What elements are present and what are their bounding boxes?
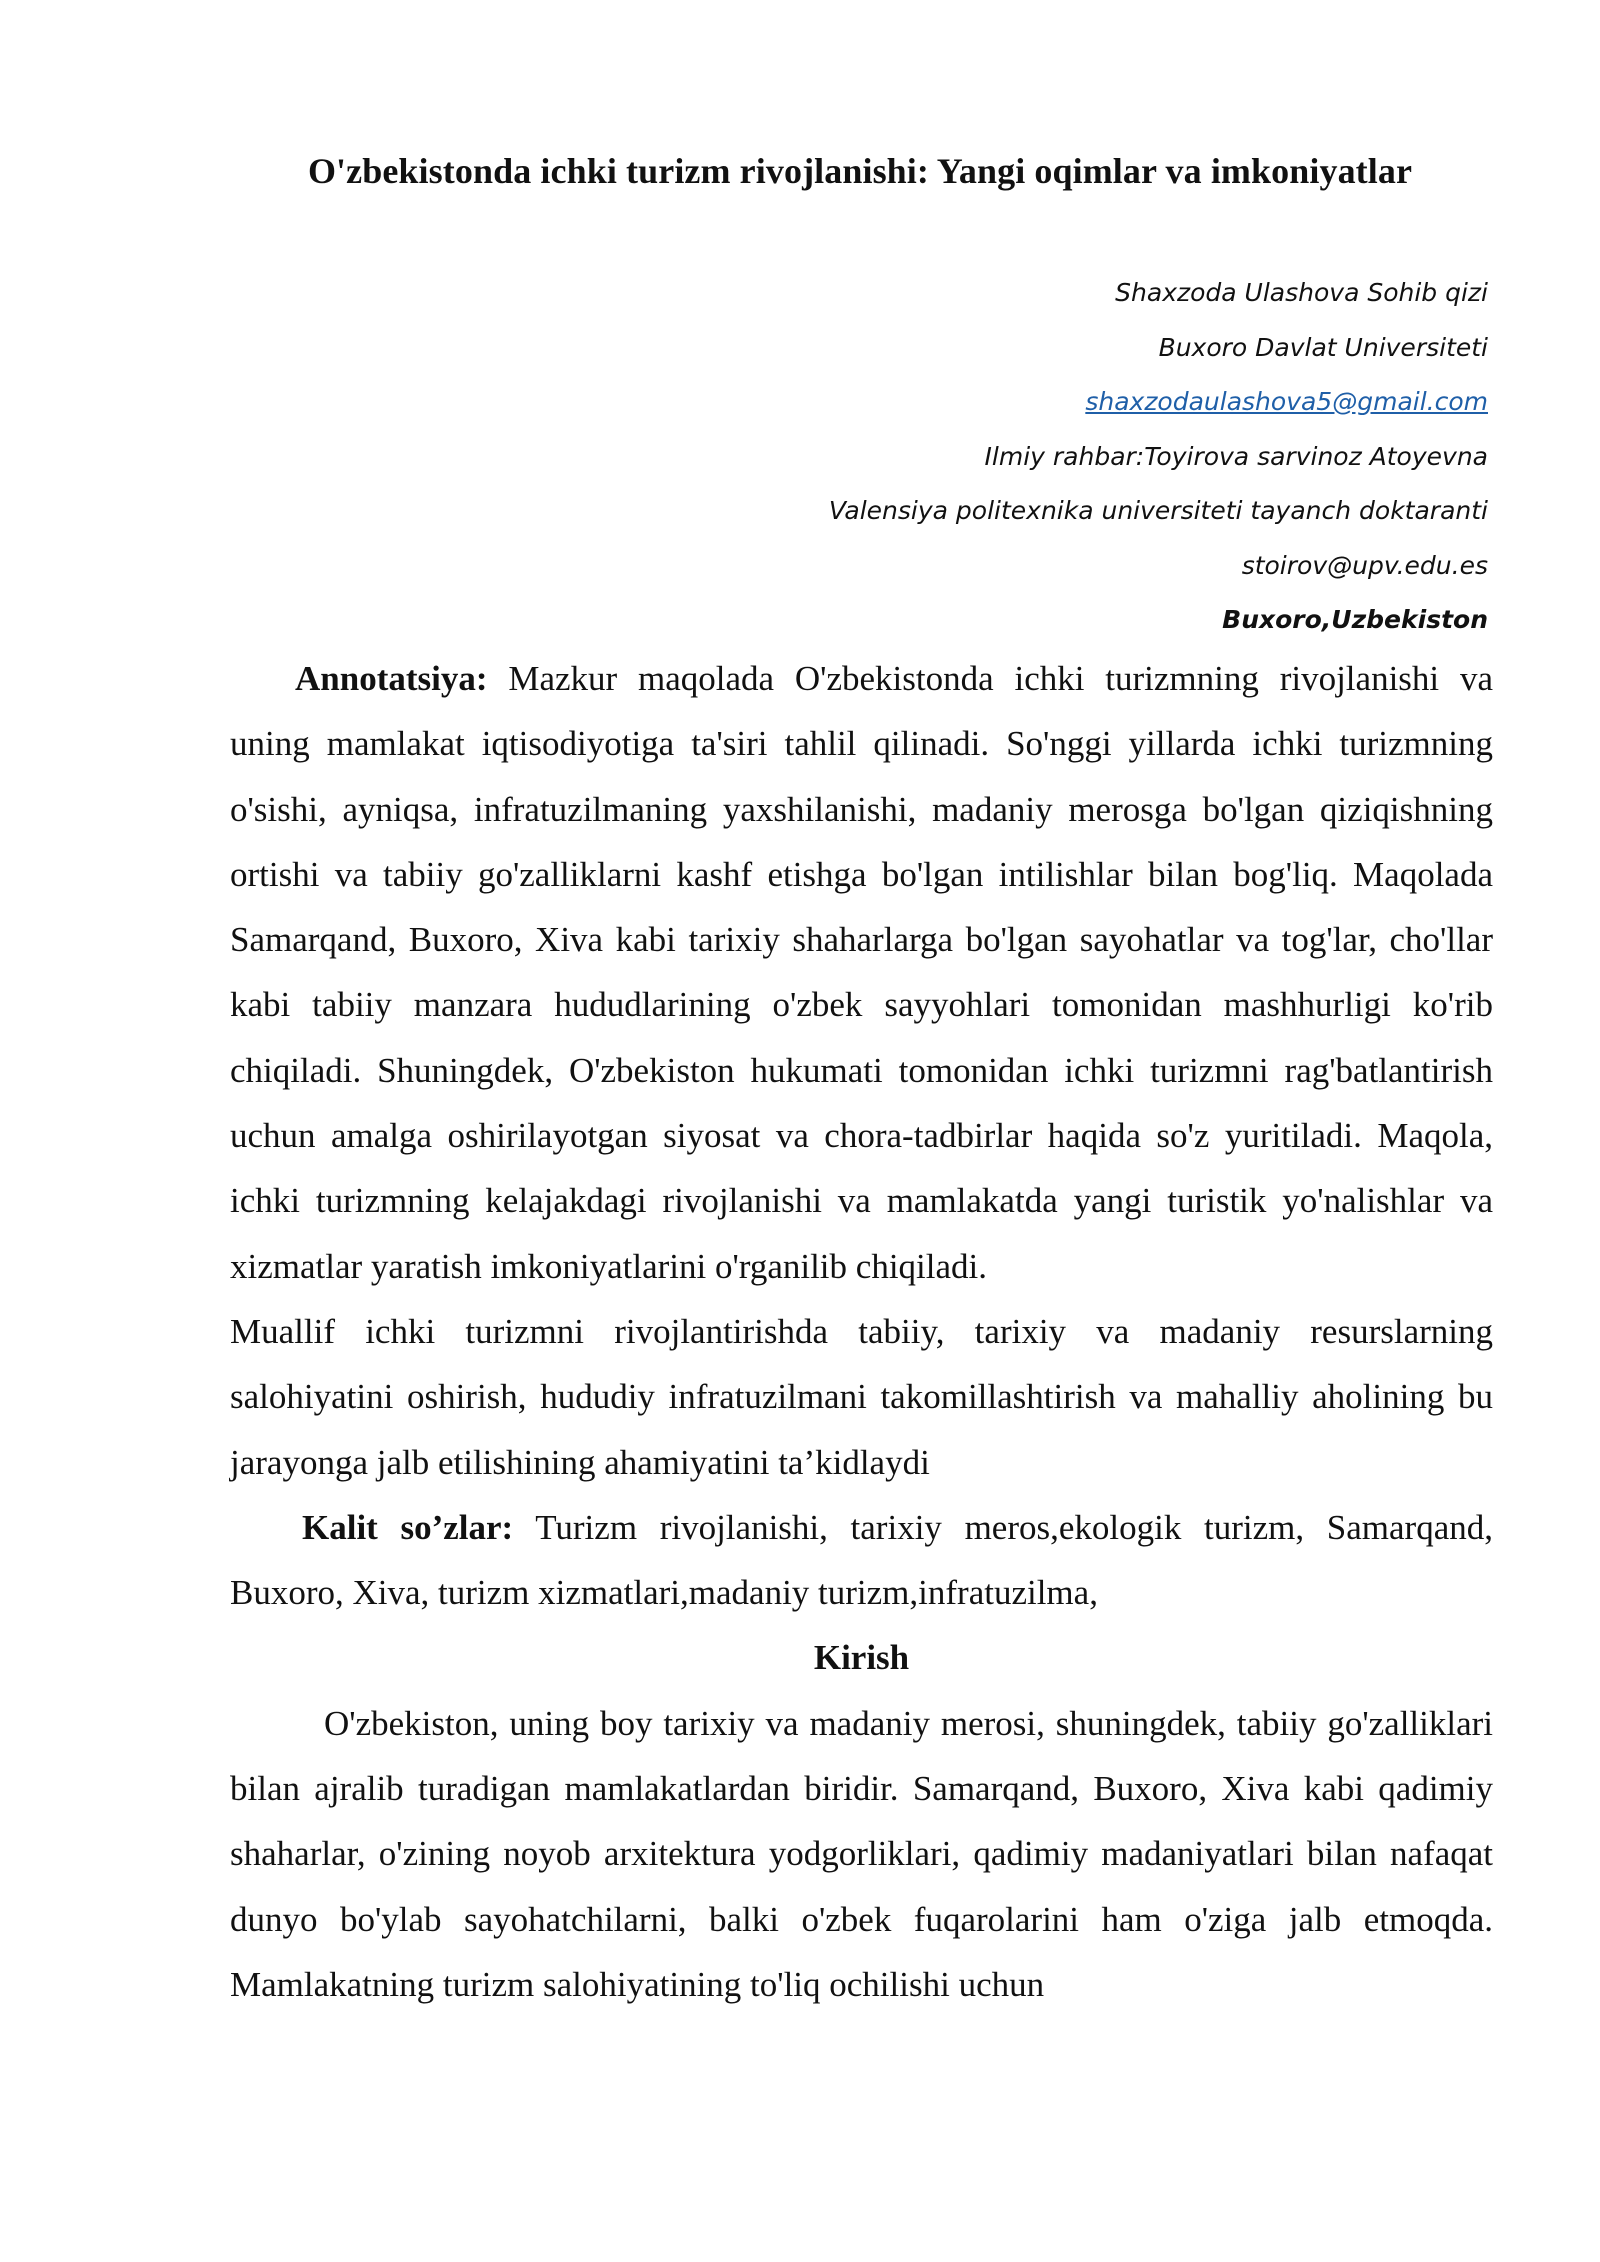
paper-title: O'zbekistonda ichki turizm rivojlanishi: Yangi oqimlar va imkoniyatlar <box>307 151 1413 191</box>
abstract-paragraph-2: Muallif ichki turizmni rivojlantirishda tabiiy, tarixiy va madaniy resurslarning salohiyatini oshirish, hududiy infratuzilmani takomillashtirish va mahalliy aholining bu jarayonga jalb etilishining ahamiyatini ta’kidlaydi <box>230 1311 1493 1482</box>
advisor-affiliation: Valensiya politexnika universiteti tayanch doktaranti <box>828 496 1488 525</box>
author-block <box>829 266 1488 648</box>
keywords-paragraph <box>230 1495 1493 1626</box>
author-email-link[interactable]: shaxzodaulashova5@gmail.com <box>1085 387 1488 416</box>
keywords-text: Turizm rivojlanishi, tarixiy meros,ekologik turizm, Samarqand, Buxoro, Xiva, turizm xizmatlari,madaniy turizm,infratuzilma, <box>230 1507 1493 1613</box>
abstract-label: Annotatsiya: <box>295 659 488 698</box>
paper-body <box>230 646 1493 2017</box>
author-location: Buxoro,Uzbekiston <box>1222 605 1488 634</box>
advisor-name: Ilmiy rahbar:Toyirova sarvinoz Atoyevna <box>984 441 1488 471</box>
keywords-label: Kalit so’zlar: <box>302 1507 514 1547</box>
section-heading-introduction: Kirish <box>813 1638 910 1678</box>
advisor-email: stoirov@upv.edu.es <box>1241 550 1488 580</box>
introduction-paragraph: O'zbekiston, uning boy tarixiy va madaniy merosi, shuningdek, tabiiy go'zalliklari bilan ajralib turadigan mamlakatlardan biridir. Samarqand, Buxoro, Xiva kabi qadimiy shaharlar, o'zining noyob arxitektura yodgorliklari, qadimiy madaniyatlari bilan nafaqat dunyo bo'ylab sayohatchilarni, balki o'zbek fuqarolarini ham o'ziga jalb etmoqda. Mamlakatning turizm salohiyatining to'liq ochilishi uchun <box>230 1703 1493 2004</box>
abstract-paragraph <box>230 646 1493 1299</box>
author-university: Buxoro Davlat Universiteti <box>1158 332 1488 362</box>
author-name: Shaxzoda Ulashova Sohib qizi <box>1115 278 1488 307</box>
abstract-text: Mazkur maqolada O'zbekistonda ichki turizmning rivojlanishi va uning mamlakat iqtisodiyotiga ta'siri tahlil qilinadi. So'nggi yillarda ichki turizmning o'sishi, ayniqsa, infratuzilmaning yaxshilanishi, madaniy merosga bo'lgan qiziqishning ortishi va tabiiy go'zalliklarni kashf etishga bo'lgan intilishlar bilan bog'liq. Maqolada Samarqand, Buxoro, Xiva kabi tarixiy shaharlarga bo'lgan sayohatlar va tog'lar, cho'llar kabi tabiiy manzara hududlarining o'zbek sayyohlari tomonidan mashhurligi ko'rib chiqiladi. Shuningdek, O'zbekiston hukumati tomonidan ichki turizmni rag'batlantirish uchun amalga oshirilayotgan siyosat va chora-tadbirlar haqida so'z yuritiladi. Maqola, ichki turizmning kelajakdagi rivojlanishi va mamlakatda yangi turistik yo'nalishlar va xizmatlar yaratish imkoniyatlarini o'rganilib chiqiladi. <box>230 659 1493 1286</box>
